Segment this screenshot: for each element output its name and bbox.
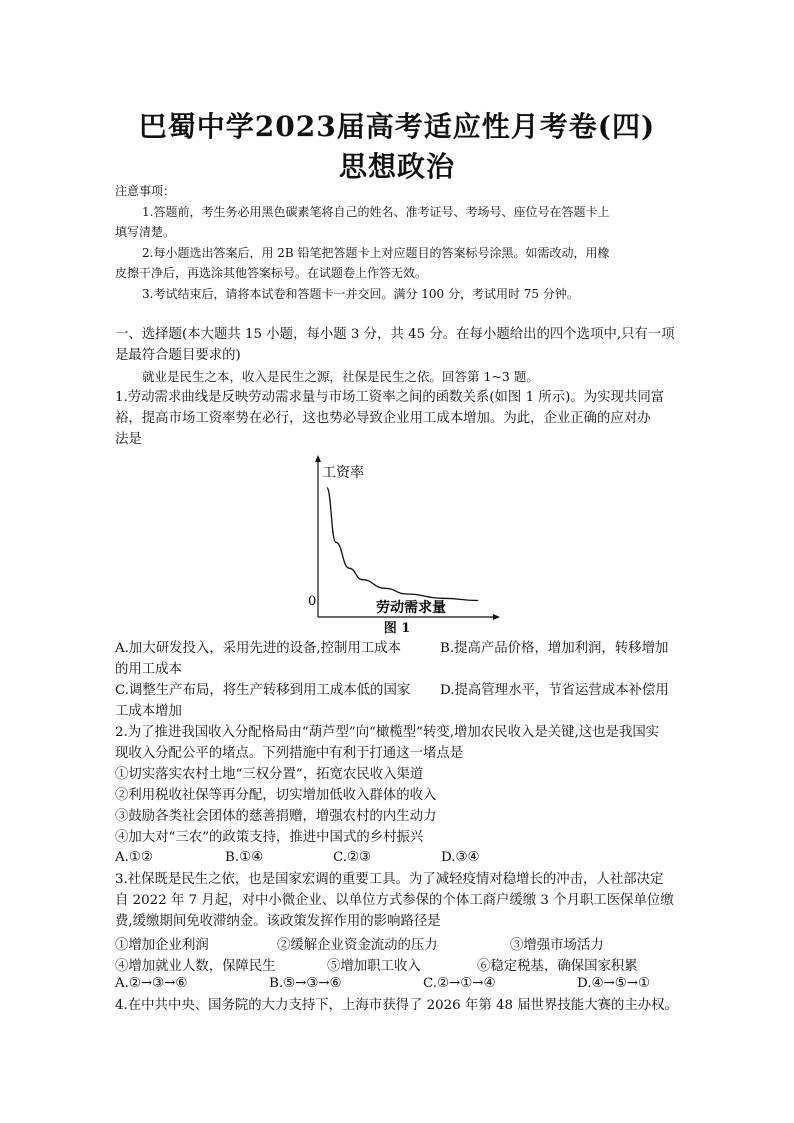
q2-option-a: A.①② (115, 850, 153, 865)
y-axis-label: 工资率 (322, 465, 364, 481)
subject-title: 思想政治 (338, 150, 455, 183)
q3-option-a: A.②→③→⑥ (115, 976, 188, 991)
q2-stem: 2.为了推进我国收入分配格局由“葫芦型”向“橄榄型”转变,增加农民收入是关键,这也是我国实 (115, 725, 660, 740)
q1-option-b-cont: 的用工成本 (115, 662, 182, 677)
q1-stem: 法是 (115, 432, 142, 447)
q3-option-c: C.②→①→④ (423, 976, 496, 991)
notice-heading: 注意事项： (115, 184, 176, 198)
notice-item: 皮擦干净后，再选涂其他答案标号。在试题卷上作答无效。 (115, 266, 428, 280)
section-heading: 是最符合题目要求的) (115, 348, 241, 363)
figure-caption: 图 1 (383, 621, 411, 636)
exam-title: 巴蜀中学2023届高考适应性月考卷(四) (138, 110, 656, 143)
q1-stem: 1.劳动需求曲线是反映劳动需求量与市场工资率之间的函数关系(如图 1 所示)。为实现共同富 (115, 390, 665, 405)
notice-item: 3.考试结束后，请将本试卷和答题卡一并交回。满分 100 分，考试用时 75 分钟。 (142, 287, 579, 301)
q2-option-b: B.①④ (225, 850, 264, 865)
q1-option-c: C.调整生产布局，将生产转移到用工成本低的国家 (115, 683, 411, 698)
q1-stem: 裕，提高市场工资率势在必行，这也势必导致企业用工成本增加。为此，企业正确的应对办 (115, 411, 651, 426)
q3-item: ⑤增加职工收入 (327, 959, 421, 974)
q1-option-d-cont: 工成本增加 (115, 704, 182, 719)
q3-stem: 自 2022 年 7 月起，对中小微企业、以单位方式参保的个体工商户缓缴 3 个月职工医保单位缴 (115, 893, 674, 908)
q2-item: ②利用税收社保等再分配，切实增加低收入群体的收入 (115, 788, 437, 803)
q2-option-d: D.③④ (441, 850, 480, 865)
y-axis-arrow (315, 455, 321, 462)
section-heading: 一、选择题(本大题共 15 小题，每小题 3 分，共 45 分。在每小题给出的四个选项中,只有一项 (115, 327, 675, 342)
demand-curve (327, 488, 478, 601)
q2-item: ①切实落实农村土地“三权分置”，拓宽农民收入渠道 (115, 767, 424, 782)
section-intro: 就业是民生之本，收入是民生之源，社保是民生之依。回答第 1~3 题。 (142, 369, 539, 384)
q3-item: ①增加企业利润 (115, 938, 209, 953)
q2-item: ③鼓励各类社会团体的慈善捐赠，增强农村的内生动力 (115, 809, 437, 824)
notice-item: 填写清楚。 (115, 225, 176, 239)
notice-item: 1.答题前，考生务必用黑色碳素笔将自己的姓名、准考证号、考场号、座位号在答题卡上 (142, 205, 610, 219)
q3-option-b: B.⑤→③→⑥ (269, 976, 342, 991)
q3-item: ③增强市场活力 (510, 938, 604, 953)
q3-option-d: D.④→⑤→① (577, 976, 650, 991)
q2-stem: 现收入分配公平的堵点。下列措施中有利于打通这一堵点是 (115, 746, 464, 761)
origin-label: 0 (308, 594, 317, 609)
q2-item: ④加大对“三农”的政策支持，推进中国式的乡村振兴 (115, 830, 424, 845)
q2-option-c: C.②③ (333, 850, 372, 865)
q1-option-a: A.加大研发投入，采用先进的设备,控制用工成本 (115, 641, 401, 656)
q3-stem: 费,缓缴期间免收滞纳金。该政策发挥作用的影响路径是 (115, 914, 441, 929)
q1-option-b: B.提高产品价格，增加利润，转移增加 (440, 641, 669, 656)
q3-item: ②缓解企业资金流动的压力 (277, 938, 438, 953)
q3-item: ⑥稳定税基，确保国家积累 (477, 959, 638, 974)
q3-item: ④增加就业人数，保障民生 (115, 959, 276, 974)
labor-demand-curve-figure (300, 455, 500, 635)
q3-stem: 3.社保既是民生之依，也是国家宏调的重要工具。为了减轻疫情对稳增长的冲击，人社部决定 (115, 872, 664, 887)
q4-stem: 4.在中共中央、国务院的大力支持下，上海市获得了 2026 年第 48 届世界技能大赛的主办权。 (115, 998, 678, 1013)
x-axis-label: 劳动需求量 (376, 600, 446, 616)
q1-option-d: D.提高管理水平，节省运营成本补偿用 (440, 683, 669, 698)
notice-item: 2.每小题选出答案后，用 2B 铅笔把答题卡上对应题目的答案标号涂黑。如需改动，用橡 (142, 246, 610, 260)
